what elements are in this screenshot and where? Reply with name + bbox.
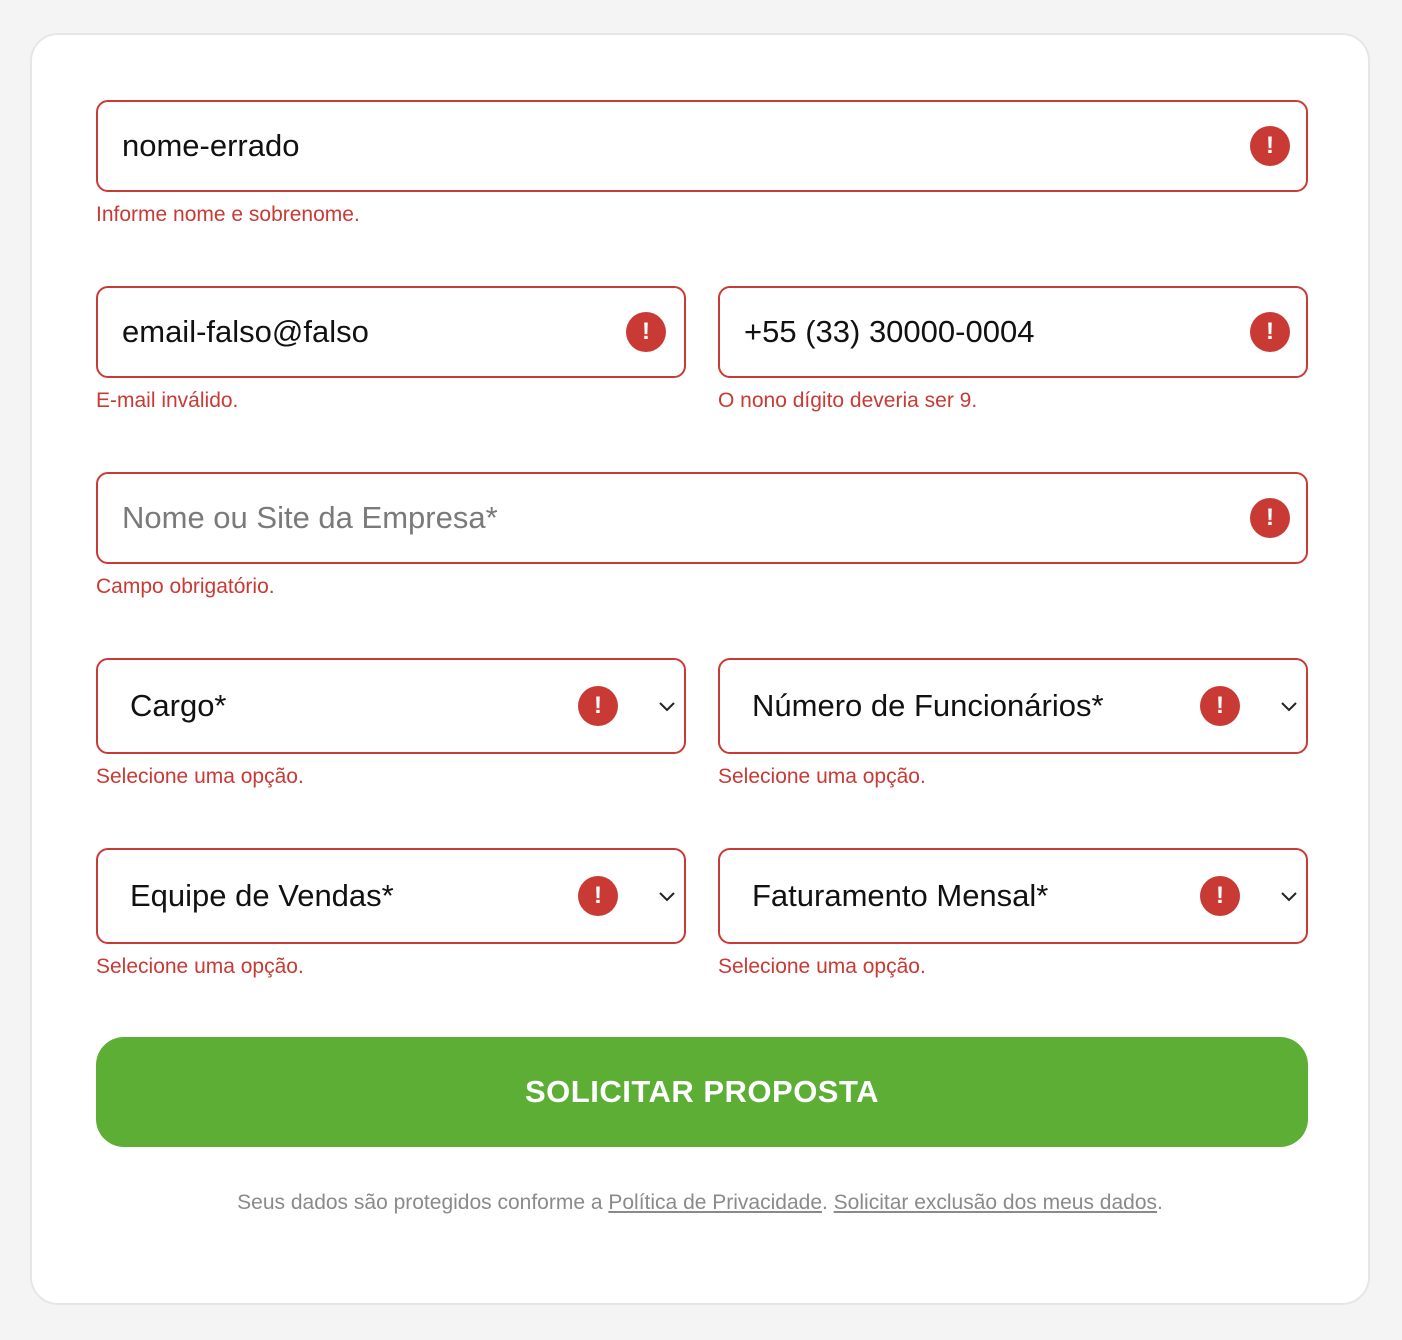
chevron-down-icon[interactable] <box>656 885 678 907</box>
email-field[interactable] <box>96 286 686 378</box>
sales-team-select-label: Equipe de Vendas* <box>130 878 394 913</box>
phone-field[interactable] <box>718 286 1308 378</box>
exclamation-circle-icon: ! <box>1250 498 1290 538</box>
employees-select[interactable] <box>718 658 1308 754</box>
name-input[interactable]: nome-errado <box>122 128 300 163</box>
revenue-error-message: Selecione uma opção. <box>718 955 926 978</box>
company-error-message: Campo obrigatório. <box>96 575 275 598</box>
submit-proposal-button[interactable]: SOLICITAR PROPOSTA <box>96 1037 1308 1147</box>
footer-text: Seus dados são protegidos conforme a <box>237 1191 609 1214</box>
footer-suffix: . <box>1157 1191 1163 1214</box>
revenue-select-label: Faturamento Mensal* <box>752 878 1049 913</box>
company-field[interactable] <box>96 472 1308 564</box>
role-select[interactable] <box>96 658 686 754</box>
employees-select-label: Número de Funcionários* <box>752 688 1104 723</box>
lead-form-card <box>30 33 1370 1305</box>
role-error-message: Selecione uma opção. <box>96 765 304 788</box>
footer-separator: . <box>822 1191 834 1214</box>
phone-input[interactable]: +55 (33) 30000-0004 <box>744 314 1035 349</box>
email-error-message: E-mail inválido. <box>96 389 239 412</box>
company-input[interactable]: Nome ou Site da Empresa* <box>122 500 498 535</box>
privacy-policy-link[interactable]: Política de Privacidade <box>608 1191 822 1214</box>
chevron-down-icon[interactable] <box>1278 695 1300 717</box>
name-field[interactable] <box>96 100 1308 192</box>
employees-error-message: Selecione uma opção. <box>718 765 926 788</box>
role-select-label: Cargo* <box>130 688 227 723</box>
exclamation-circle-icon: ! <box>1200 876 1240 916</box>
sales-team-select[interactable] <box>96 848 686 944</box>
privacy-footer <box>32 1191 1368 1215</box>
data-deletion-link[interactable]: Solicitar exclusão dos meus dados <box>833 1191 1158 1214</box>
phone-error-message: O nono dígito deveria ser 9. <box>718 389 978 412</box>
sales-team-error-message: Selecione uma opção. <box>96 955 304 978</box>
revenue-select[interactable] <box>718 848 1308 944</box>
exclamation-circle-icon: ! <box>1200 686 1240 726</box>
exclamation-circle-icon: ! <box>626 312 666 352</box>
exclamation-circle-icon: ! <box>578 876 618 916</box>
chevron-down-icon[interactable] <box>1278 885 1300 907</box>
chevron-down-icon[interactable] <box>656 695 678 717</box>
name-error-message: Informe nome e sobrenome. <box>96 203 360 226</box>
exclamation-circle-icon: ! <box>578 686 618 726</box>
exclamation-circle-icon: ! <box>1250 126 1290 166</box>
email-input[interactable]: email-falso@falso <box>122 314 369 349</box>
exclamation-circle-icon: ! <box>1250 312 1290 352</box>
